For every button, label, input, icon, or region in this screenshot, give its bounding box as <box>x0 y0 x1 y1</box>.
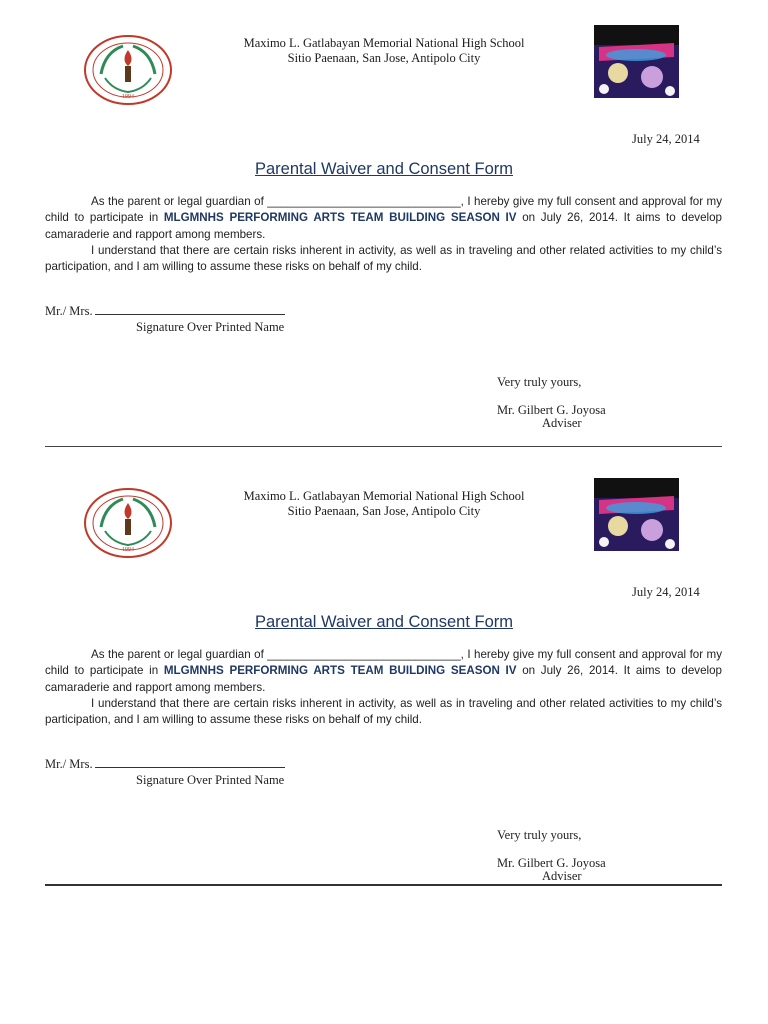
signature-label: Signature Over Printed Name <box>136 320 285 334</box>
adviser-title: Adviser <box>542 869 582 883</box>
adviser-name: Mr. Gilbert G. Joyosa <box>497 856 606 870</box>
consent-body <box>45 647 722 728</box>
form-date: July 24, 2014 <box>632 585 700 599</box>
signature-label: Signature Over Printed Name <box>136 773 285 787</box>
consent-paragraph-2: I understand that there are certain risks inherent in activity, as well as in traveling and other related activities to my child’s participation, and I am willing to assume these risks on behalf of my child. <box>45 243 722 274</box>
cut-line <box>45 446 722 447</box>
form-date: July 24, 2014 <box>632 132 700 146</box>
consent-paragraph-1: As the parent or legal guardian of ______________________________, I hereby give my full consent and approval for my child to participate in MLGMNHS PERFORMING ARTS TEAM BUILDING SEASON IV on July 26, 2014. It aims to develop camaraderie and rapport among members. <box>45 648 722 694</box>
school-address: Sitio Paenaan, San Jose, Antipolo City <box>287 504 481 518</box>
parent-signature-line: Mr./ Mrs. <box>45 757 285 772</box>
school-address: Sitio Paenaan, San Jose, Antipolo City <box>287 51 481 65</box>
consent-body <box>45 194 722 275</box>
consent-paragraph-1: As the parent or legal guardian of ______________________________, I hereby give my full consent and approval for my child to participate in MLGMNHS PERFORMING ARTS TEAM BUILDING SEASON IV on July 26, 2014. It aims to develop camaraderie and rapport among members. <box>45 195 722 241</box>
signature-blank <box>95 757 285 768</box>
form-title: Parental Waiver and Consent Form <box>255 613 513 631</box>
closing: Very truly yours, <box>497 828 582 842</box>
adviser-name: Mr. Gilbert G. Joyosa <box>497 403 606 417</box>
svg-text:1994: 1994 <box>122 547 134 553</box>
school-name: Maximo L. Gatlabayan Memorial National High School <box>243 36 525 50</box>
event-name: MLGMNHS PERFORMING ARTS TEAM BUILDING SEASON IV <box>163 211 517 225</box>
parent-signature-line: Mr./ Mrs. <box>45 304 285 319</box>
consent-form-2 <box>0 453 768 908</box>
svg-text:1994: 1994 <box>122 94 134 100</box>
signature-blank <box>95 304 285 315</box>
adviser-title: Adviser <box>542 416 582 430</box>
form-title: Parental Waiver and Consent Form <box>255 160 513 178</box>
school-name: Maximo L. Gatlabayan Memorial National High School <box>243 489 525 503</box>
closing: Very truly yours, <box>497 375 582 389</box>
consent-paragraph-2: I understand that there are certain risks inherent in activity, as well as in traveling and other related activities to my child’s participation, and I am willing to assume these risks on behalf of my child. <box>45 696 722 727</box>
event-name: MLGMNHS PERFORMING ARTS TEAM BUILDING SEASON IV <box>163 664 517 678</box>
performing-arts-logo <box>594 25 679 98</box>
consent-form-1 <box>0 0 768 455</box>
bottom-rule <box>45 884 722 886</box>
performing-arts-logo <box>594 478 679 551</box>
